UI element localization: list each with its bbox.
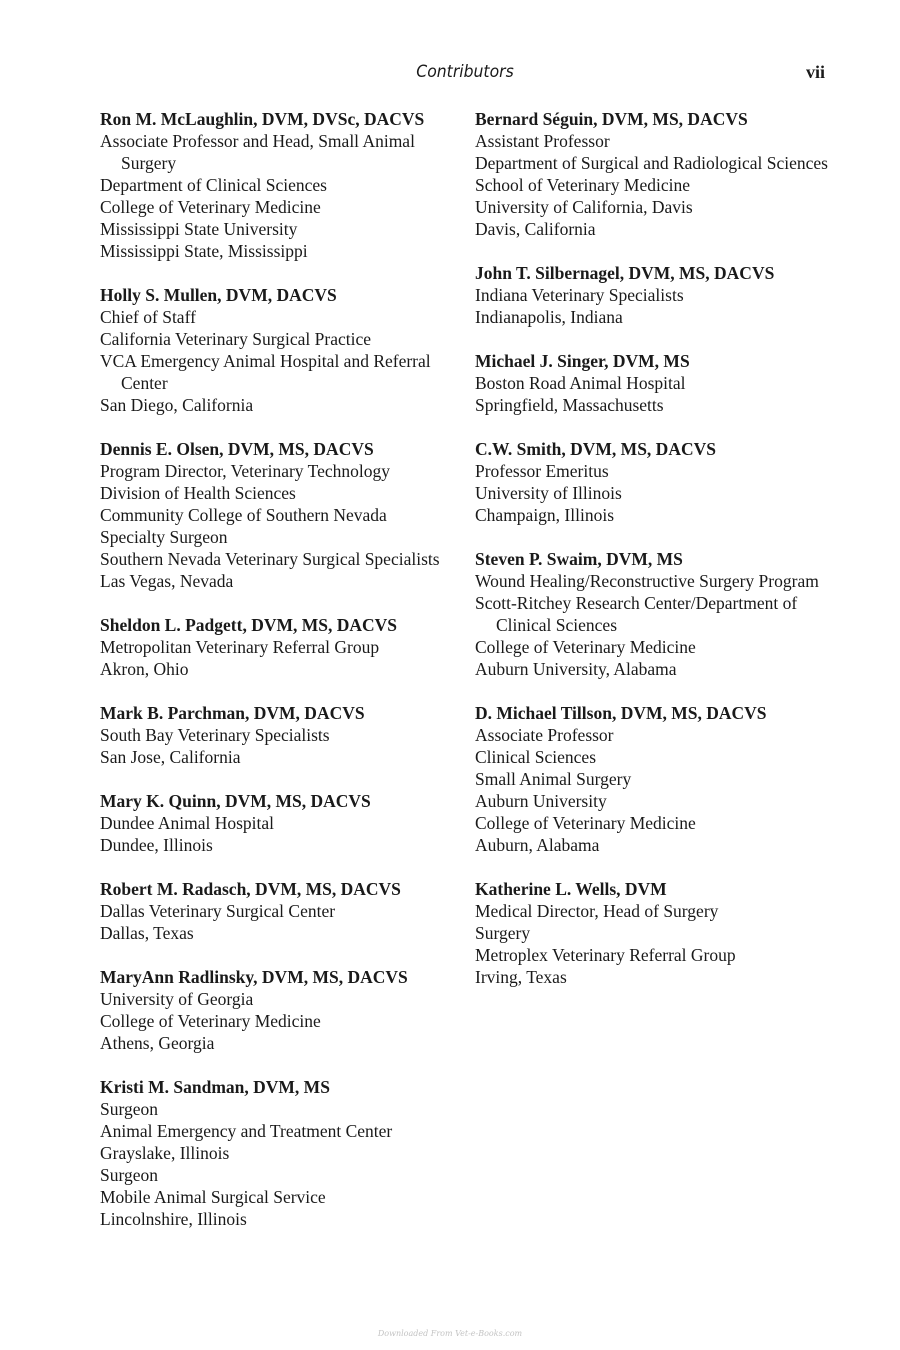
affiliation-line: San Diego, California bbox=[100, 395, 254, 415]
contributor-name: Bernard Séguin, DVM, MS, DACVS bbox=[475, 109, 748, 129]
affiliation-line: School of Veterinary Medicine bbox=[475, 175, 690, 195]
contributor-name: MaryAnn Radlinsky, DVM, MS, DACVS bbox=[100, 967, 408, 987]
affiliation-line: Southern Nevada Veterinary Surgical Specialists bbox=[100, 549, 440, 569]
contributor-entry bbox=[100, 878, 472, 944]
affiliation-line: College of Veterinary Medicine bbox=[475, 813, 696, 833]
contributors-right-column bbox=[475, 108, 847, 1010]
running-title: Contributors bbox=[416, 62, 514, 82]
affiliation-line: Auburn, Alabama bbox=[475, 835, 600, 855]
affiliation-line: Auburn University bbox=[475, 791, 607, 811]
affiliation-line: Lincolnshire, Illinois bbox=[100, 1209, 247, 1229]
affiliation-line: Medical Director, Head of Surgery bbox=[475, 901, 719, 921]
affiliation-line: Dundee Animal Hospital bbox=[100, 813, 275, 833]
affiliation-line: Department of Clinical Sciences bbox=[100, 175, 327, 195]
contributor-name: C.W. Smith, DVM, MS, DACVS bbox=[475, 439, 716, 459]
download-watermark: Downloaded From Vet-e-Books.com bbox=[377, 1329, 523, 1338]
affiliation-line: Champaign, Illinois bbox=[475, 505, 615, 525]
affiliation-line: Springfield, Massachusetts bbox=[475, 395, 664, 415]
affiliation-line: Auburn University, Alabama bbox=[475, 659, 677, 679]
affiliation-line: South Bay Veterinary Specialists bbox=[100, 725, 330, 745]
contributor-entry bbox=[100, 108, 472, 262]
contributor-name: Steven P. Swaim, DVM, MS bbox=[475, 549, 683, 569]
contributors-left-column bbox=[100, 108, 472, 1252]
affiliation-line: Irving, Texas bbox=[475, 967, 567, 987]
affiliation-line: Specialty Surgeon bbox=[100, 527, 228, 547]
affiliation-line: Surgeon bbox=[100, 1099, 159, 1119]
contributor-name: Ron M. McLaughlin, DVM, DVSc, DACVS bbox=[100, 109, 425, 129]
contributor-name: Robert M. Radasch, DVM, MS, DACVS bbox=[100, 879, 401, 899]
affiliation-line: Grayslake, Illinois bbox=[100, 1143, 230, 1163]
affiliation-line: College of Veterinary Medicine bbox=[100, 197, 321, 217]
contributor-name: Katherine L. Wells, DVM bbox=[475, 879, 667, 899]
affiliation-line: Mississippi State, Mississippi bbox=[100, 241, 308, 261]
affiliation-line: Las Vegas, Nevada bbox=[100, 571, 234, 591]
affiliation-line: Akron, Ohio bbox=[100, 659, 189, 679]
affiliation-line: College of Veterinary Medicine bbox=[100, 1011, 321, 1031]
running-head bbox=[0, 60, 900, 84]
affiliation-line: Metroplex Veterinary Referral Group bbox=[475, 945, 736, 965]
affiliation-line: Division of Health Sciences bbox=[100, 483, 296, 503]
contributor-name: Sheldon L. Padgett, DVM, MS, DACVS bbox=[100, 615, 398, 635]
contributor-name: John T. Silbernagel, DVM, MS, DACVS bbox=[475, 263, 775, 283]
affiliation-line: Wound Healing/Reconstructive Surgery Program bbox=[475, 571, 819, 591]
contributor-name: Holly S. Mullen, DVM, DACVS bbox=[100, 285, 337, 305]
contributor-entry bbox=[100, 284, 472, 416]
affiliation-line: Surgeon bbox=[100, 1165, 159, 1185]
affiliation-line: College of Veterinary Medicine bbox=[475, 637, 696, 657]
affiliation-line: Department of Surgical and Radiological Sciences bbox=[475, 153, 828, 173]
contributor-name: Michael J. Singer, DVM, MS bbox=[475, 351, 690, 371]
affiliation-line: Mobile Animal Surgical Service bbox=[100, 1187, 326, 1207]
affiliation-line: Community College of Southern Nevada bbox=[100, 505, 387, 525]
page-number: vii bbox=[805, 62, 825, 82]
affiliation-line: Chief of Staff bbox=[100, 307, 196, 327]
affiliation-line: San Jose, California bbox=[100, 747, 241, 767]
affiliation-line: Mississippi State University bbox=[100, 219, 298, 239]
contributor-entry bbox=[100, 966, 472, 1054]
affiliation-line: Associate Professor and Head, Small Animal Surgery bbox=[100, 131, 415, 173]
affiliation-line: Indianapolis, Indiana bbox=[475, 307, 623, 327]
contributor-entry bbox=[475, 438, 847, 526]
affiliation-line: Animal Emergency and Treatment Center bbox=[100, 1121, 393, 1141]
affiliation-line: Athens, Georgia bbox=[100, 1033, 215, 1053]
contributor-entry bbox=[100, 614, 472, 680]
affiliation-line: University of Illinois bbox=[475, 483, 622, 503]
contributor-entry bbox=[475, 108, 847, 240]
affiliation-line: Associate Professor bbox=[475, 725, 614, 745]
affiliation-line: University of California, Davis bbox=[475, 197, 693, 217]
affiliation-line: Dundee, Illinois bbox=[100, 835, 213, 855]
affiliation-line: Metropolitan Veterinary Referral Group bbox=[100, 637, 380, 657]
contributor-entry bbox=[100, 438, 472, 592]
affiliation-line: Professor Emeritus bbox=[475, 461, 609, 481]
affiliation-line: VCA Emergency Animal Hospital and Referral Center bbox=[100, 351, 431, 393]
contributor-entry bbox=[100, 1076, 472, 1230]
contributor-name: Mark B. Parchman, DVM, DACVS bbox=[100, 703, 365, 723]
contributor-name: D. Michael Tillson, DVM, MS, DACVS bbox=[475, 703, 767, 723]
affiliation-line: Indiana Veterinary Specialists bbox=[475, 285, 684, 305]
contributor-entry bbox=[100, 790, 472, 856]
affiliation-line: California Veterinary Surgical Practice bbox=[100, 329, 371, 349]
contributor-entry bbox=[475, 702, 847, 856]
contributor-entry bbox=[475, 262, 847, 328]
affiliation-line: Scott-Ritchey Research Center/Department of Clinical Sciences bbox=[475, 593, 798, 635]
contributor-name: Mary K. Quinn, DVM, MS, DACVS bbox=[100, 791, 371, 811]
affiliation-line: Boston Road Animal Hospital bbox=[475, 373, 686, 393]
contributor-entry bbox=[475, 350, 847, 416]
contributor-entry bbox=[475, 548, 847, 680]
contributor-name: Dennis E. Olsen, DVM, MS, DACVS bbox=[100, 439, 374, 459]
affiliation-line: Program Director, Veterinary Technology bbox=[100, 461, 390, 481]
affiliation-line: Surgery bbox=[475, 923, 531, 943]
affiliation-line: Dallas Veterinary Surgical Center bbox=[100, 901, 336, 921]
contributor-entry bbox=[475, 878, 847, 988]
contributor-entry bbox=[100, 702, 472, 768]
affiliation-line: Dallas, Texas bbox=[100, 923, 194, 943]
affiliation-line: University of Georgia bbox=[100, 989, 254, 1009]
affiliation-line: Assistant Professor bbox=[475, 131, 610, 151]
affiliation-line: Clinical Sciences bbox=[475, 747, 597, 767]
affiliation-line: Small Animal Surgery bbox=[475, 769, 632, 789]
affiliation-line: Davis, California bbox=[475, 219, 596, 239]
contributor-name: Kristi M. Sandman, DVM, MS bbox=[100, 1077, 330, 1097]
